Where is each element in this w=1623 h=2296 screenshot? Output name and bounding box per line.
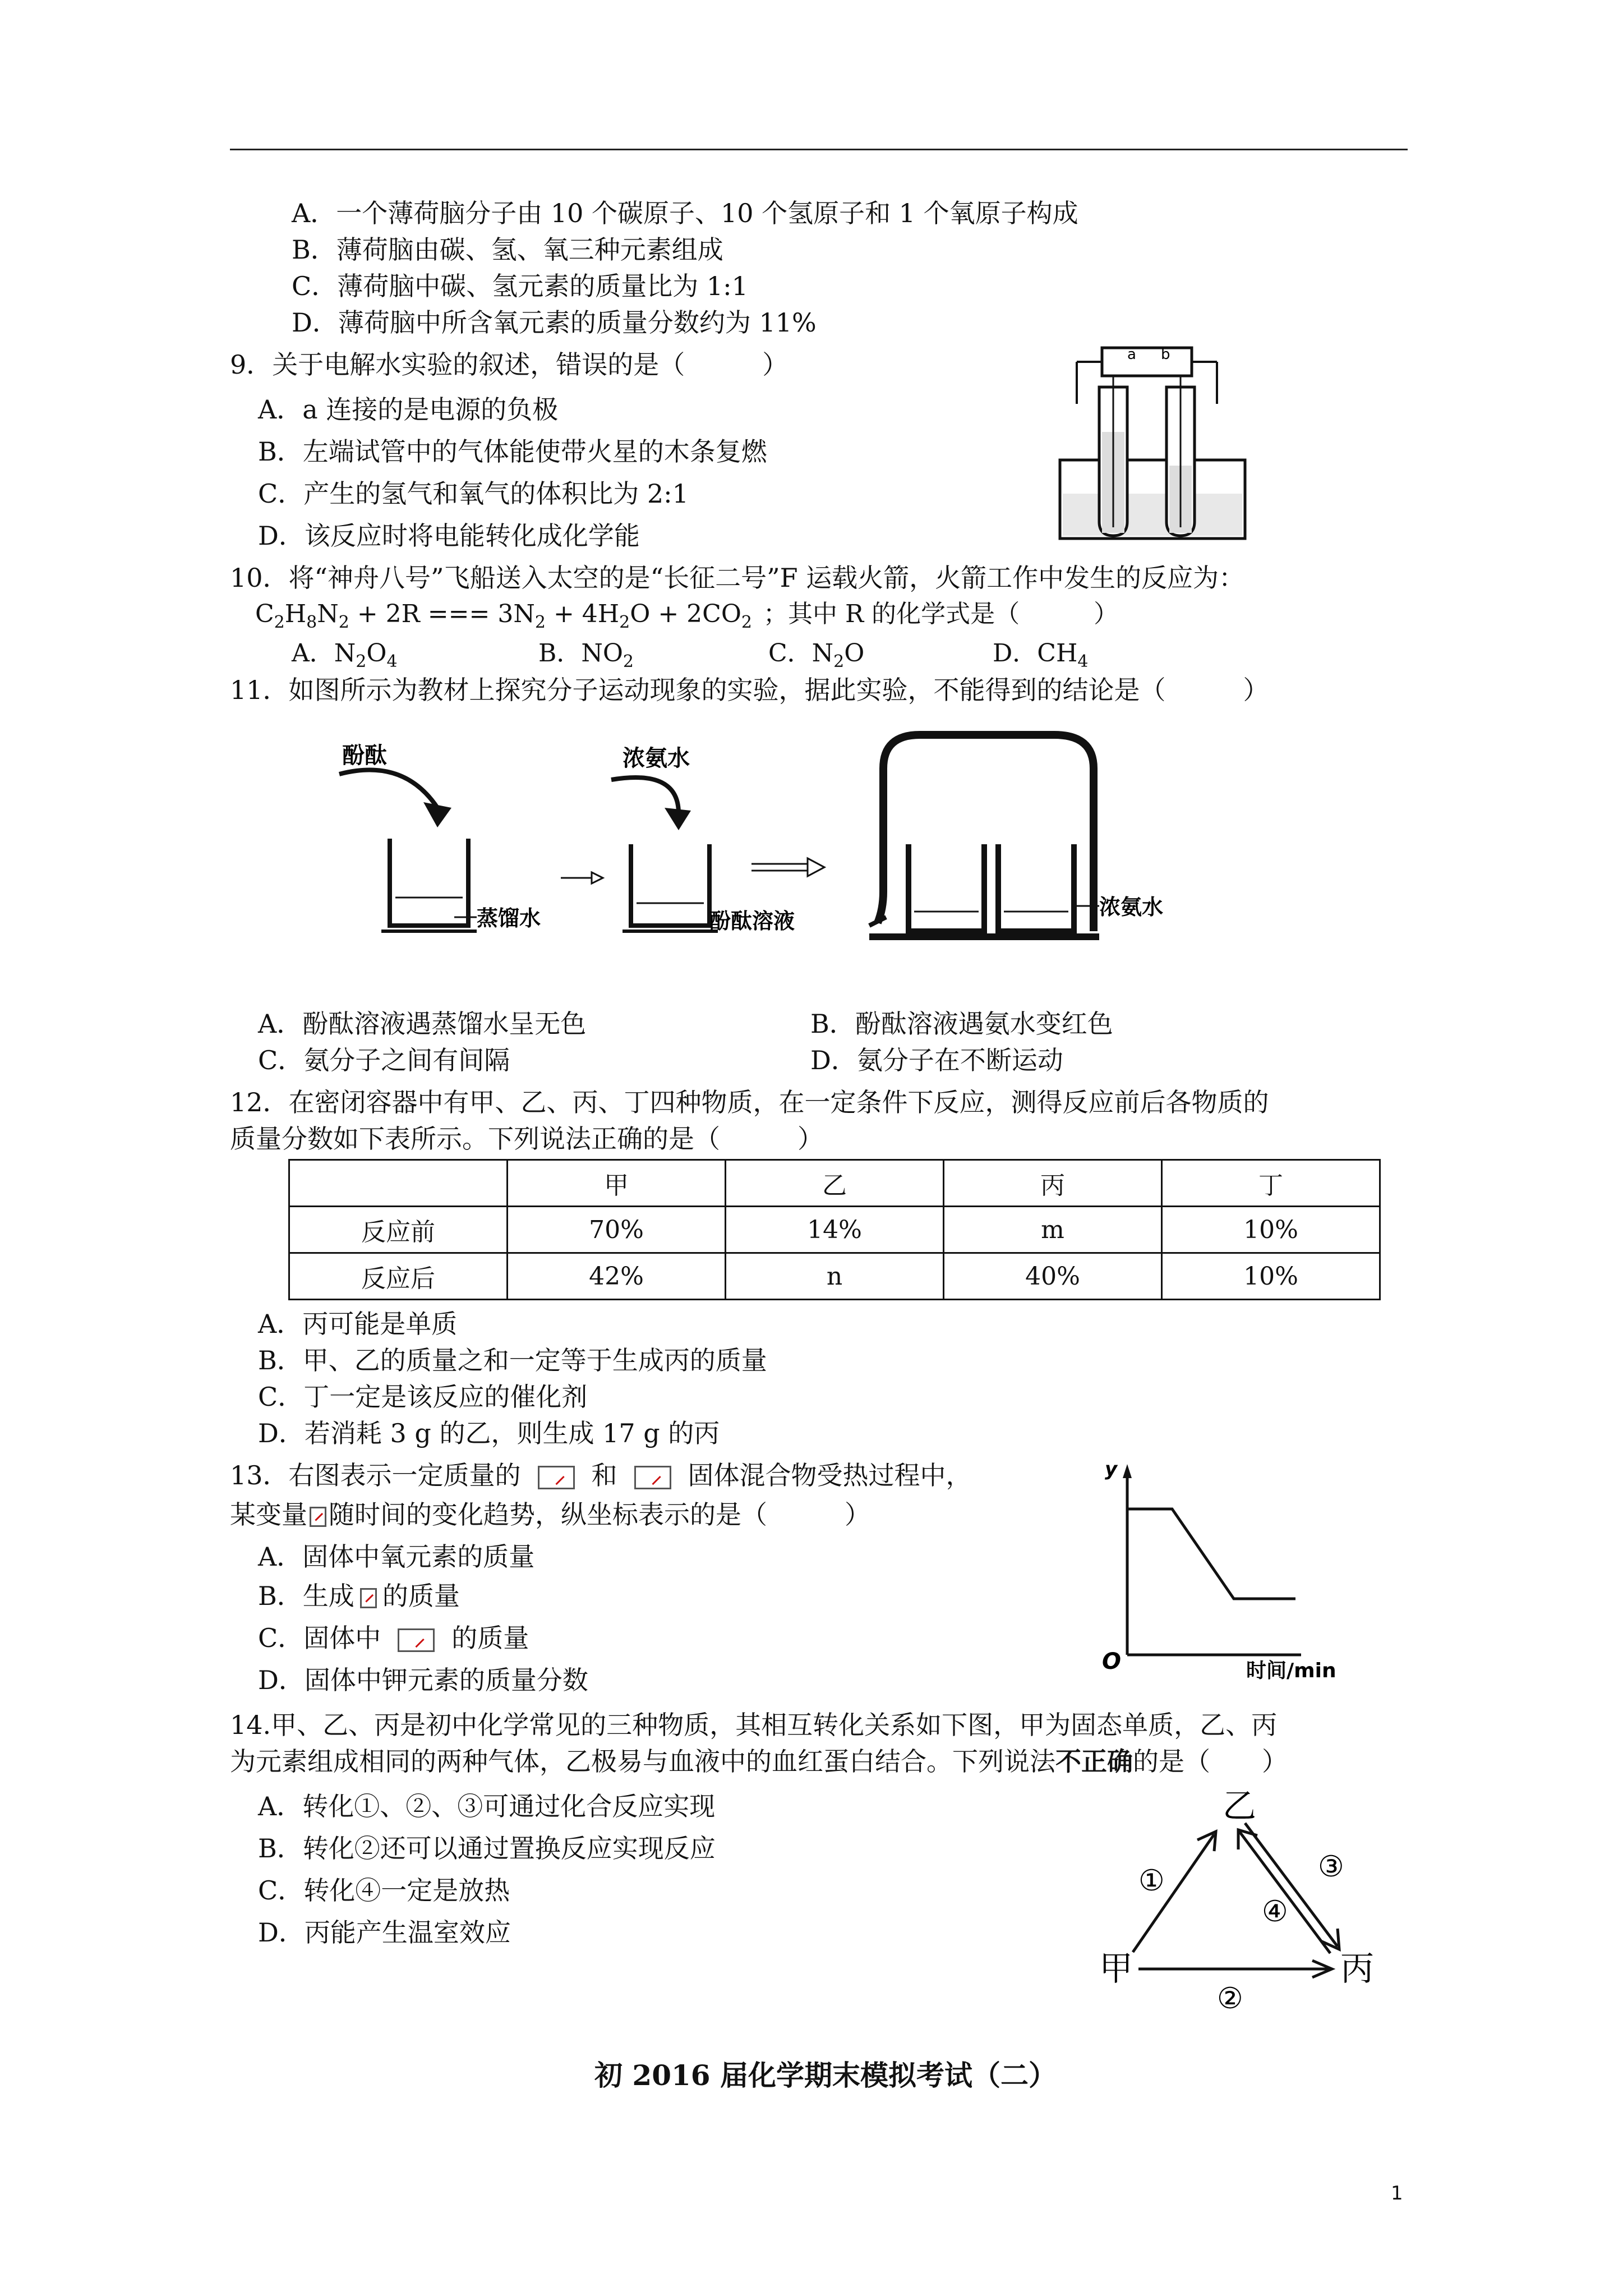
arrow-label-3: ③ [1318, 1850, 1344, 1884]
q13-option-c [258, 1621, 529, 1655]
q10-equation [255, 597, 1118, 639]
q13-option-b [258, 1579, 460, 1613]
q11-option-c: C．氨分子之间有间隔 [258, 1045, 510, 1075]
q8-option-a: A．一个薄荷脑分子由 10 个碳原子、10 个氢原子和 1 个氧原子构成 [292, 198, 1078, 228]
electrode-label-b: b [1161, 346, 1170, 363]
molecule-motion-figure [292, 724, 1234, 959]
graph-y-label: y [1105, 1458, 1118, 1480]
arrow-label-2: ② [1217, 1982, 1243, 2014]
q12-option-b: B．甲、乙的质量之和一定等于生成丙的质量 [258, 1345, 767, 1375]
q10-option-b-text: B．NO [538, 639, 623, 668]
label-phenol-solution: 酚酞溶液 [709, 909, 795, 933]
arrow-label-4: ④ [1262, 1895, 1288, 1929]
table-header-cell [289, 1160, 508, 1207]
q10-option-c-o: O [844, 639, 865, 668]
page-number: 1 [1391, 2182, 1403, 2205]
q10-option-d-text: D．CH [993, 639, 1078, 668]
q10-stem: 10．将“神舟八号”飞船送入太空的是“长征二号”F 运载火箭，火箭工作中发生的反应为： [230, 563, 1245, 593]
table-cell: 反应后 [289, 1253, 508, 1300]
q10-eq-n: N [317, 600, 339, 628]
q12-option-a: A．丙可能是单质 [258, 1309, 458, 1339]
graph-origin-label: O [1102, 1649, 1122, 1674]
q10-eq-part: O + 2CO [630, 600, 741, 628]
q14-stem-line1: 14.甲、乙、丙是初中化学常见的三种物质，其相互转化关系如下图，甲为固态单质，乙、丙 [230, 1710, 1278, 1740]
q10-option-a [292, 637, 398, 679]
q9-option-c: C．产生的氢气和氧气的体积比为 2:1 [258, 478, 689, 509]
label-ammonia-right: 浓氨水 [1099, 895, 1164, 919]
broken-image-icon [360, 1588, 377, 1608]
q11-option-b: B．酚酞溶液遇氨水变红色 [810, 1009, 1113, 1039]
broken-image-icon [310, 1507, 326, 1527]
q14-option-a: A．转化①、②、③可通过化合反应实现 [258, 1791, 716, 1821]
q12-stem-line1: 12．在密闭容器中有甲、乙、丙、丁四种物质，在一定条件下反应，测得反应前后各物质的 [230, 1087, 1269, 1117]
node-yi: 乙 [1223, 1787, 1256, 1826]
node-bing: 丙 [1340, 1949, 1374, 1989]
q13-stem-line2 [230, 1498, 870, 1531]
q10-sub: 2 [833, 651, 845, 671]
q12-table [288, 1159, 1381, 1300]
broken-image-icon [538, 1466, 575, 1489]
q13-stem-c: 固体混合物受热过程中， [688, 1460, 972, 1490]
q13-stem2-b: 随时间的变化趋势，纵坐标表示的是（ ） [329, 1499, 870, 1530]
q8-option-d: D．薄荷脑中所含氧元素的质量分数约为 11% [292, 307, 817, 338]
broken-image-icon [398, 1628, 435, 1652]
q10-eq-sub: 2 [619, 612, 630, 632]
table-cell: 70% [508, 1207, 726, 1253]
q14-option-d: D．丙能产生温室效应 [258, 1917, 511, 1948]
header-rule [230, 149, 1408, 150]
q11-stem: 11．如图所示为教材上探究分子运动现象的实验，据此实验，不能得到的结论是（ ） [230, 675, 1269, 705]
q10-option-c [768, 637, 864, 679]
node-jia: 甲 [1099, 1949, 1133, 1989]
table-cell: m [944, 1207, 1162, 1253]
table-cell: 14% [726, 1207, 944, 1253]
graph-x-label: 时间/min [1246, 1659, 1336, 1682]
electrode-label-a: a [1127, 346, 1136, 363]
q10-eq-tail: ；其中 R 的化学式是（ ） [763, 600, 1119, 628]
q13-stem-a: 13．右图表示一定质量的 [230, 1460, 521, 1490]
table-header-cell: 丁 [1162, 1160, 1380, 1207]
q14-stem2-b: 的是（ ） [1133, 1746, 1288, 1777]
table-header-cell: 乙 [726, 1160, 944, 1207]
q13-stem2-a: 某变量 [230, 1499, 307, 1530]
q12-stem-line2: 质量分数如下表所示。下列说法正确的是（ ） [230, 1124, 823, 1154]
table-cell: 10% [1162, 1207, 1380, 1253]
q10-option-a-text: A．N [292, 639, 356, 668]
label-phenol: 酚酞 [342, 743, 387, 769]
q11-option-d: D．氨分子在不断运动 [810, 1045, 1063, 1075]
q10-option-d [993, 637, 1088, 679]
q14-option-b: B．转化②还可以通过置换反应实现反应 [258, 1833, 716, 1864]
table-cell: 40% [944, 1253, 1162, 1300]
q13-option-b-b: 的质量 [382, 1581, 460, 1611]
q10-sub: 4 [1077, 651, 1089, 671]
q9-option-b: B．左端试管中的气体能使带火星的木条复燃 [258, 436, 767, 467]
table-cell: 10% [1162, 1253, 1380, 1300]
q13-graph [1088, 1453, 1357, 1688]
table-row [289, 1207, 1380, 1253]
q13-option-a: A．固体中氧元素的质量 [258, 1542, 535, 1572]
q13-option-c-b: 的质量 [451, 1623, 529, 1653]
q10-eq-c: C [255, 600, 274, 628]
q9-option-d: D．该反应时将电能转化成化学能 [258, 521, 640, 551]
q9-stem: 9．关于电解水实验的叙述，错误的是（ ） [230, 349, 789, 380]
q10-eq-h: H [284, 600, 307, 628]
arrow-label-1: ① [1138, 1864, 1165, 1898]
table-header-row [289, 1160, 1380, 1207]
q13-option-b-a: B．生成 [258, 1581, 354, 1611]
q10-option-c-text: C．N [768, 639, 834, 668]
q12-option-d: D．若消耗 3 g 的乙，则生成 17 g 的丙 [258, 1418, 720, 1448]
q10-eq-sub: 2 [274, 612, 285, 632]
q13-stem-b: 和 [591, 1460, 617, 1490]
q10-eq-part: + 2R === 3N [349, 600, 535, 628]
q10-sub: 2 [623, 651, 634, 671]
q14-stem2-bold: 不正确 [1055, 1746, 1133, 1777]
table-header-cell: 丙 [944, 1160, 1162, 1207]
q10-eq-part: + 4H [545, 600, 620, 628]
q14-stem-line2 [230, 1745, 1288, 1778]
table-header-cell: 甲 [508, 1160, 726, 1207]
q8-option-c: C．薄荷脑中碳、氢元素的质量比为 1:1 [292, 271, 748, 301]
q9-option-a: A．a 连接的是电源的负极 [258, 394, 559, 425]
table-cell: n [726, 1253, 944, 1300]
label-conc-ammonia: 浓氨水 [623, 746, 690, 771]
broken-image-icon [634, 1466, 671, 1489]
q8-option-b: B．薄荷脑由碳、氢、氧三种元素组成 [292, 234, 723, 265]
q12-option-c: C．丁一定是该反应的催化剂 [258, 1382, 588, 1412]
table-row [289, 1253, 1380, 1300]
q10-option-a-o: O [366, 639, 387, 668]
q13-stem-line1 [230, 1458, 972, 1492]
q13-option-d: D．固体中钾元素的质量分数 [258, 1665, 588, 1695]
q13-option-c-a: C．固体中 [258, 1623, 381, 1653]
q11-option-a: A．酚酞溶液遇蒸馏水呈无色 [258, 1009, 587, 1039]
q10-eq-sub: 8 [306, 612, 317, 632]
q10-eq-sub: 2 [338, 612, 349, 632]
q10-eq-sub: 2 [741, 612, 753, 632]
q10-sub: 2 [356, 651, 367, 671]
q10-option-b [538, 637, 634, 679]
exam-title: 初 2016 届化学期末模拟考试（二） [594, 2059, 1057, 2092]
label-distilled-water: 蒸馏水 [477, 906, 541, 931]
q14-option-c: C．转化④一定是放热 [258, 1875, 510, 1906]
q14-conversion-diagram [1088, 1784, 1402, 2014]
q14-stem2-a: 为元素组成相同的两种气体，乙极易与血液中的血红蛋白结合。下列说法 [230, 1746, 1055, 1777]
q10-sub: 4 [386, 651, 398, 671]
table-cell: 42% [508, 1253, 726, 1300]
q10-eq-sub: 2 [534, 612, 546, 632]
electrolysis-apparatus-figure [1049, 342, 1262, 544]
table-cell: 反应前 [289, 1207, 508, 1253]
